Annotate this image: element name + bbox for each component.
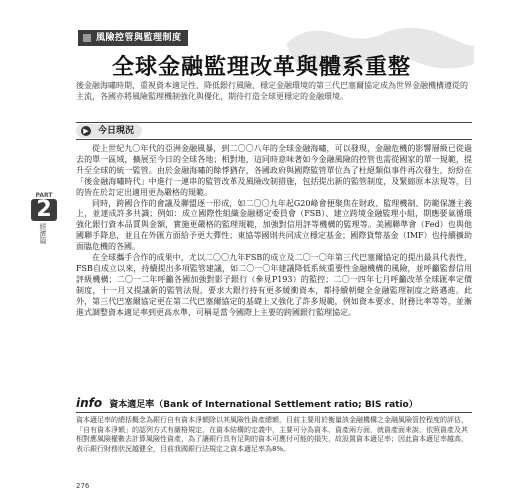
tag-square-icon	[83, 34, 91, 42]
today-header	[76, 122, 472, 140]
paragraph: 在全球攜手合作的成果中，尤以二〇〇九年FSB的成立及二〇一〇年第三代巴塞爾協定的提出最具代表性，FSB自成立以來，持續提出多項監管建議，如二〇一〇年建議降低系統重要性金融機構的風險，並呼籲監督信用評級機構；二〇一二年呼籲各國加強對影子銀行（參見P193）的監控；二〇一四年七月呼籲改革全球匯率定價制度，十一月又提議新的監管法規，要求大銀行持有更多緩衝資本，都持續朝健全金融監理制度之路邁進。此外，第三代巴塞爾協定更在第二代巴塞爾協定的基礎上又強化了許多規範，例如資本要求、財務比率等等，並漸進式調整資本適足率到更高水準，可稱是當今國際上主要的跨國銀行監理協定。	[76, 253, 472, 317]
part-label: PART	[35, 192, 53, 199]
info-logo: info	[76, 396, 103, 410]
page-title: 全球金融監理改革與體系重整	[112, 55, 412, 80]
chapter-label: 經濟篇	[39, 223, 47, 244]
today-label-text: 今日現況	[98, 126, 135, 136]
today-label	[76, 124, 142, 138]
section-tag	[78, 30, 188, 46]
part-marker	[28, 192, 60, 244]
intro-text: 後金融海嘯時期，重視資本適足性、降低銀行風險、穩定金融環境的第三代巴塞爾協定成為世界金融機構遵從的主流，各國亦將風險監理機制強化與優化，期待打造全球更穩定的金融環境。	[76, 81, 468, 101]
paragraph: 同時，跨國合作的會議及聯盟逐一形成，如二〇〇九年起G20峰會便聚焦在財政、監理機制、防範保護主義上，並達成許多共識；例如：成立國際性組織金融穩定委員會（FSB）、建立跨境金融監理小組，期應要氣循環強化銀行資本品質與金額，實施更嚴格的監理規範，加強對信用評等機構的監理等。美國聯準會（Fed）也與他國聯手降息，並且在外匯方面給予更大彈性；東協等國則共同成立穩定基金；國際貨幣基金（IMF）也持續擴助面臨危機的各國。	[76, 198, 472, 252]
info-body: 資本適足率的總括概念為銀行自有資本淨額除以其風險性資產總額，目前主要用於衡量該金融機構之金融風險管控程度的評估，「自有資本淨額」的認列方式有嚴格規定，在資本結構的定義中，主要可分為資本、資產兩方面，就資產面來說，依照資產及其相對應風險權數去計算風險性資產，為了讓銀行具有足夠的資本可應付可能的損失，故設置資本適足率；因此資本適足率越高，表示銀行財務狀況越健全，目前我國銀行法規定之資本適足率為8%。	[76, 416, 468, 453]
info-box	[76, 396, 472, 454]
document-page	[35, 14, 474, 490]
info-header	[76, 396, 472, 413]
info-title: 資本適足率（Bank of International Settlement ratio; BIS ratio）	[109, 400, 418, 410]
part-number: 2	[31, 199, 57, 221]
body-text	[76, 144, 472, 319]
page-number: 276	[76, 482, 90, 490]
paragraph: 從上世紀九〇年代的亞洲金融風暴，到二〇〇八年的全球金融海嘯，可以發現，金融危機的影響層級已從過去的單一區域，擴展至今日的全球各地；相對地，這同時意味著如今金融風險的控管也需從國家的單一規範，提升至全球的統一監管。由於金融海嘯的餘悸猶存，各國政府與國際監管單位為了杜絕類似事件再次發生，紛紛在「後金融海嘯時代」中進行一連串的監管改革及風險改制措施，包括提出新的監管制度，及緊縮原本法規等，目的皆在於訂定出適用更為嚴格的規範。	[76, 144, 472, 197]
arrow-icon: ▶	[81, 126, 91, 136]
section-tag-label: 風險控管與監理制度	[96, 33, 182, 43]
